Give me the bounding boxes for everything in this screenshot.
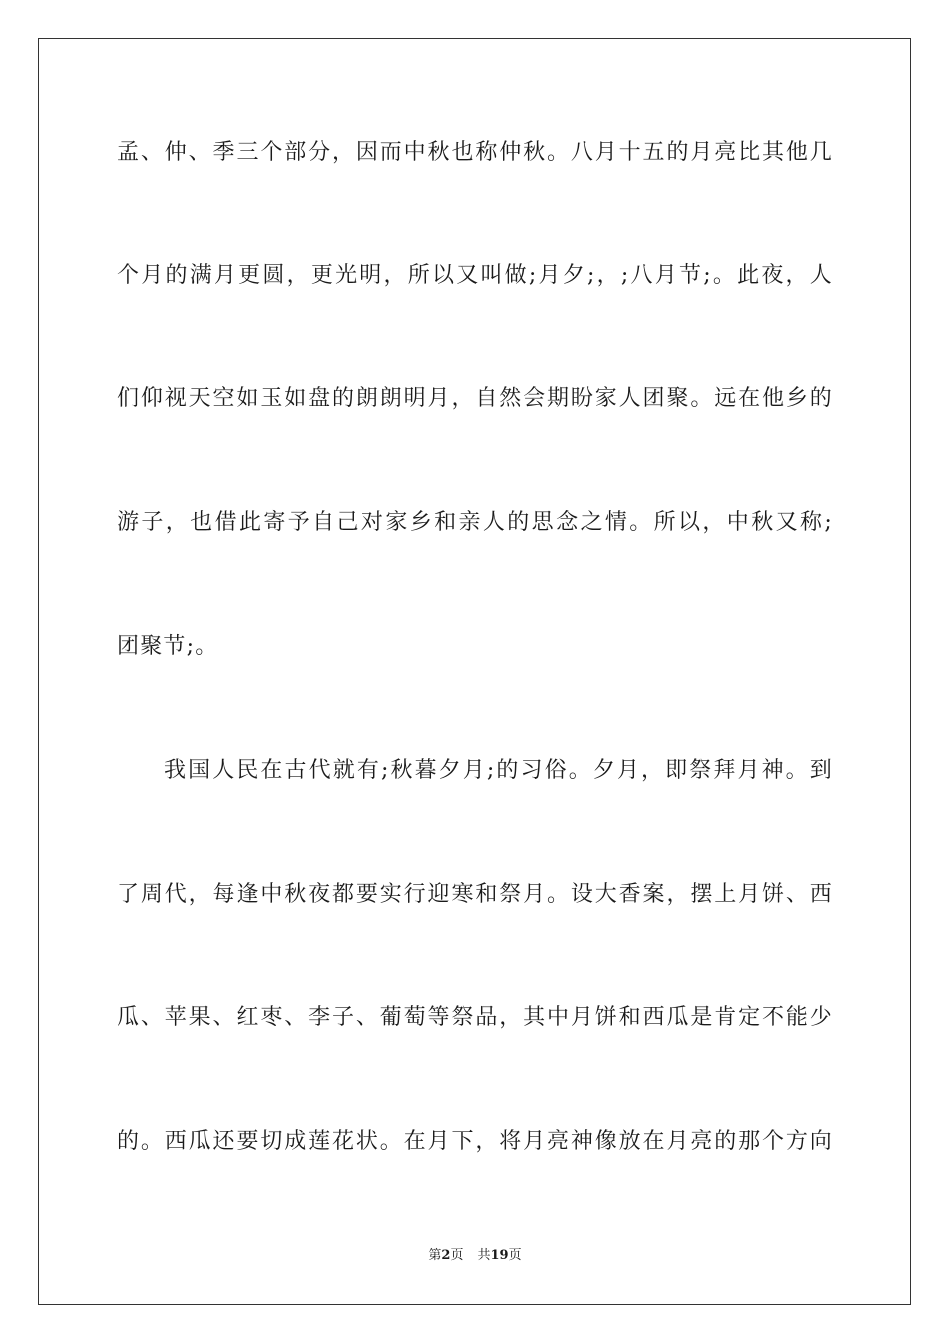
footer-total-prefix: 共 <box>477 1248 491 1263</box>
text-line-6: 我国人民在古代就有;秋暮夕月;的习俗。夕月，即祭拜月神。到 <box>164 758 833 783</box>
footer-page-suffix: 页 <box>450 1248 464 1263</box>
text-line-2: 个月的满月更圆，更光明，所以又叫做;月夕;，;八月节;。此夜，人 <box>117 263 833 288</box>
text-line-5: 团聚节;。 <box>117 634 219 659</box>
text-line-1: 孟、仲、季三个部分，因而中秋也称仲秋。八月十五的月亮比其他几 <box>117 140 833 165</box>
text-line-8: 瓜、苹果、红枣、李子、葡萄等祭品，其中月饼和西瓜是肯定不能少 <box>117 1005 833 1030</box>
text-line-3: 们仰视天空如玉如盘的朗朗明月，自然会期盼家人团聚。远在他乡的 <box>117 386 833 411</box>
footer-total-suffix: 页 <box>508 1248 522 1263</box>
footer-total-pages: 19 <box>490 1248 509 1263</box>
text-line-9: 的。西瓜还要切成莲花状。在月下，将月亮神像放在月亮的那个方向 <box>117 1129 833 1154</box>
footer-page-prefix: 第 <box>428 1248 442 1263</box>
page-footer <box>0 1246 950 1266</box>
text-line-4: 游子，也借此寄予自己对家乡和亲人的思念之情。所以，中秋又称; <box>117 510 833 535</box>
page-border <box>38 38 911 1305</box>
text-line-7: 了周代，每逢中秋夜都要实行迎寒和祭月。设大香案，摆上月饼、西 <box>117 882 833 907</box>
footer-page-number: 2 <box>441 1248 451 1263</box>
